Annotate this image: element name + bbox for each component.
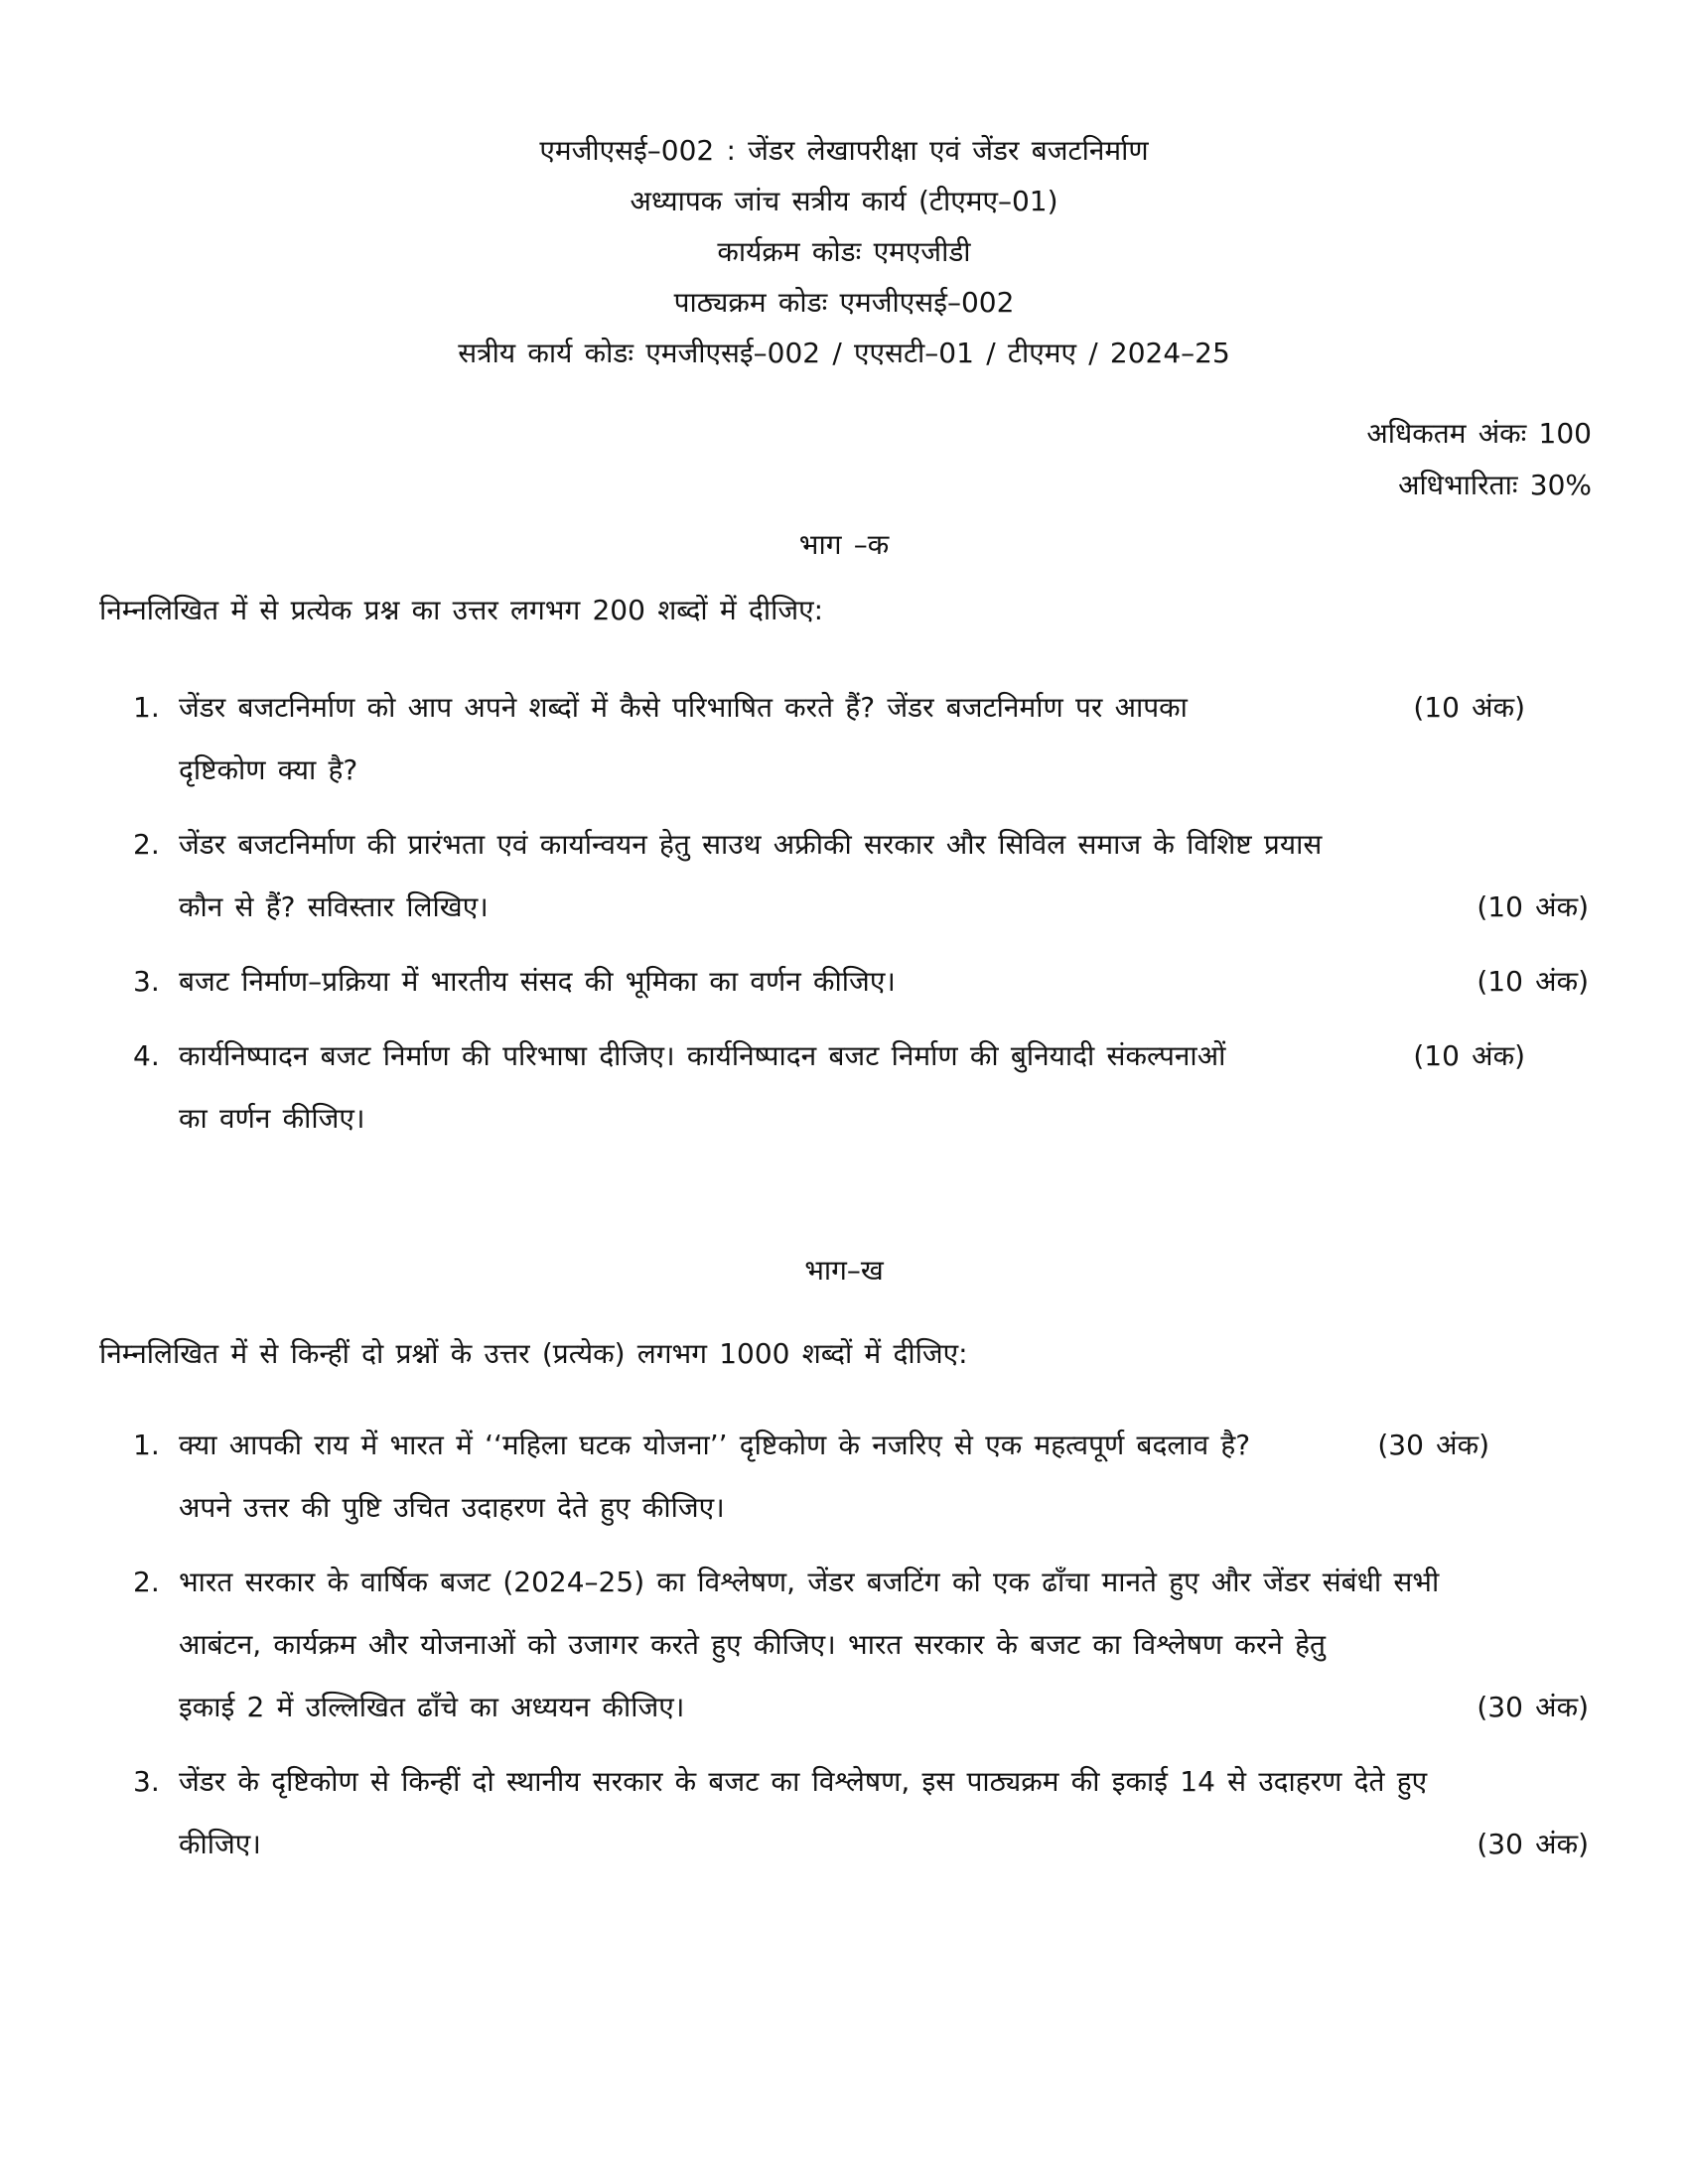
question-marks: (10 अंक) bbox=[1413, 1039, 1525, 1072]
question-text: भारत सरकार के वार्षिक बजट (2024–25) का विश्लेषण, जेंडर बजटिंग को एक ढाँचा मानते हुए और जेंडर संबंधी सभी bbox=[179, 1566, 1440, 1598]
question-line bbox=[133, 813, 1589, 876]
marks-info bbox=[0, 408, 1688, 511]
question-line bbox=[133, 739, 1589, 801]
question-number: 3. bbox=[133, 965, 160, 998]
question-text: दृष्टिकोण क्या है? bbox=[179, 753, 358, 786]
part-b-questions bbox=[133, 1414, 1589, 1875]
question-a1 bbox=[133, 676, 1589, 801]
question-a4 bbox=[133, 1024, 1589, 1150]
question-marks: (10 अंक) bbox=[1477, 890, 1589, 923]
question-number: 1. bbox=[133, 1429, 160, 1461]
question-line bbox=[133, 1676, 1589, 1738]
question-text: जेंडर के दृष्टिकोण से किन्हीं दो स्थानीय सरकार के बजट का विश्लेषण, इस पाठ्यक्रम की इकाई 14 से उदाहरण देते हुए bbox=[179, 1765, 1428, 1798]
question-b1 bbox=[133, 1414, 1589, 1539]
question-line bbox=[133, 1551, 1589, 1613]
course-title: एमजीएसई–002 : जेंडर लेखापरीक्षा एवं जेंडर बजटनिर्माण bbox=[539, 134, 1149, 167]
question-number: 4. bbox=[133, 1039, 160, 1072]
question-number: 2. bbox=[133, 1566, 160, 1598]
question-a2 bbox=[133, 813, 1589, 938]
question-text: इकाई 2 में उल्लिखित ढाँचे का अध्ययन कीजिए। bbox=[179, 1691, 685, 1723]
part-a-questions bbox=[133, 676, 1589, 1150]
question-a3 bbox=[133, 950, 1589, 1013]
question-text: का वर्णन कीजिए। bbox=[179, 1102, 365, 1135]
question-text: कौन से हैं? सविस्तार लिखिए। bbox=[179, 890, 489, 923]
weightage: अधिभारिताः 30% bbox=[1398, 469, 1592, 501]
question-number: 2. bbox=[133, 828, 160, 861]
course-code: पाठ्यक्रम कोडः एमजीएसई–002 bbox=[673, 286, 1015, 319]
question-number: 1. bbox=[133, 691, 160, 724]
question-marks: (10 अंक) bbox=[1477, 965, 1589, 998]
programme-code: कार्यक्रम कोडः एमएजीडी bbox=[717, 235, 971, 268]
question-line bbox=[133, 1813, 1589, 1875]
question-marks: (30 अंक) bbox=[1477, 1828, 1589, 1860]
part-b-heading: भाग–ख bbox=[804, 1254, 884, 1287]
question-line bbox=[133, 1476, 1589, 1539]
assignment-code: सत्रीय कार्य कोडः एमजीएसई–002 / एएसटी–01 / टीएमए / 2024–25 bbox=[458, 337, 1230, 369]
question-line bbox=[133, 1750, 1589, 1813]
question-line bbox=[133, 1414, 1589, 1476]
question-line bbox=[133, 1024, 1589, 1087]
question-b2 bbox=[133, 1551, 1589, 1738]
question-text: बजट निर्माण–प्रक्रिया में भारतीय संसद की भूमिका का वर्णन कीजिए। bbox=[179, 965, 896, 998]
question-line bbox=[133, 1087, 1589, 1150]
question-text: अपने उत्तर की पुष्टि उचित उदाहरण देते हुए कीजिए। bbox=[179, 1491, 725, 1524]
question-marks: (10 अंक) bbox=[1413, 691, 1525, 724]
document-header bbox=[0, 0, 1688, 378]
question-line bbox=[133, 950, 1589, 1013]
question-text: क्या आपकी राय में भारत में ‘‘महिला घटक योजना’’ दृष्टिकोण के नजरिए से एक महत्वपूर्ण बदलाव है? bbox=[179, 1429, 1251, 1461]
question-text: कार्यनिष्पादन बजट निर्माण की परिभाषा दीजिए। कार्यनिष्पादन बजट निर्माण की बुनियादी संकल्पनाओं bbox=[179, 1039, 1226, 1072]
question-line bbox=[133, 876, 1589, 938]
assignment-title: अध्यापक जांच सत्रीय कार्य (टीएमए–01) bbox=[630, 185, 1058, 217]
question-line bbox=[133, 676, 1589, 739]
question-marks: (30 अंक) bbox=[1377, 1429, 1489, 1461]
question-number: 3. bbox=[133, 1765, 160, 1798]
part-b-instruction: निम्नलिखित में से किन्हीं दो प्रश्नों के उत्तर (प्रत्येक) लगभग 1000 शब्दों में दीजिए: bbox=[99, 1337, 968, 1370]
question-line bbox=[133, 1613, 1589, 1676]
part-a-heading: भाग –क bbox=[798, 528, 890, 561]
question-text: जेंडर बजटनिर्माण को आप अपने शब्दों में कैसे परिभाषित करते हैं? जेंडर बजटनिर्माण पर आपका bbox=[179, 691, 1188, 724]
max-marks: अधिकतम अंकः 100 bbox=[1366, 417, 1592, 450]
question-b3 bbox=[133, 1750, 1589, 1875]
question-text: जेंडर बजटनिर्माण की प्रारंभता एवं कार्यान्वयन हेतु साउथ अफ्रीकी सरकार और सिविल समाज के विशिष्ट प्रयास bbox=[179, 828, 1323, 861]
question-marks: (30 अंक) bbox=[1477, 1691, 1589, 1723]
question-text: आबंटन, कार्यक्रम और योजनाओं को उजागर करते हुए कीजिए। भारत सरकार के बजट का विश्लेषण करने हेतु bbox=[179, 1628, 1326, 1661]
question-text: कीजिए। bbox=[179, 1828, 261, 1860]
part-a-instruction: निम्नलिखित में से प्रत्येक प्रश्न का उत्तर लगभग 200 शब्दों में दीजिए: bbox=[99, 594, 824, 626]
